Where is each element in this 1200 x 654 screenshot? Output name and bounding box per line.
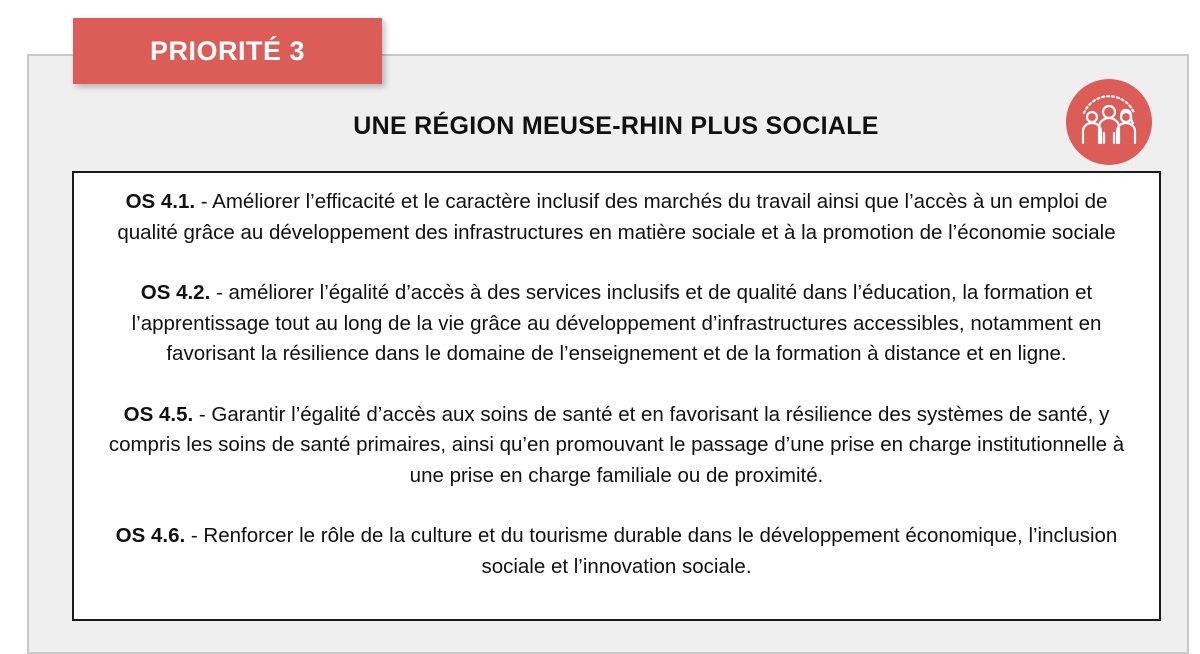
objective-item: [94, 400, 1139, 492]
objective-text: - Renforcer le rôle de la culture et du tourisme durable dans le développement économique, l’inclusion sociale et l’innovation sociale.: [185, 524, 1118, 578]
objective-code: OS 4.2.: [140, 281, 211, 304]
objectives-box: [72, 171, 1161, 621]
objective-code: OS 4.6.: [115, 524, 186, 547]
objective-text: - améliorer l’égalité d’accès à des services inclusifs et de qualité dans l’éducation, la formation et l’apprentissage tout au long de la vie grâce au développement d’infrastructures accessibles, notamment en favorisant la résilience dans le domaine de l’enseignement et de la formation à distance et en ligne.: [131, 281, 1102, 365]
objective-text: - Garantir l’égalité d’accès aux soins de santé et en favorisant la résilience des systèmes de santé, y compris les soins de santé primaires, ainsi qu’en promouvant le passage d’une prise en charge institutionnelle à une prise en charge familiale ou de proximité.: [108, 402, 1125, 487]
objective-item: [94, 278, 1139, 370]
objective-item: [94, 187, 1139, 248]
objective-code: OS 4.5.: [123, 402, 194, 426]
page-title: UNE RÉGION MEUSE-RHIN PLUS SOCIALE: [353, 112, 879, 140]
objective-item: [94, 521, 1139, 582]
objective-code: OS 4.1.: [125, 190, 196, 213]
priority-tag: [73, 18, 382, 84]
objective-text: - Améliorer l’efficacité et le caractère inclusif des marchés du travail ainsi que l’accès à un emploi de qualité grâce au développement des infrastructures en matière sociale et à la promotion de l’économie sociale: [117, 190, 1116, 244]
priority-label: PRIORITÉ 3: [149, 35, 306, 66]
